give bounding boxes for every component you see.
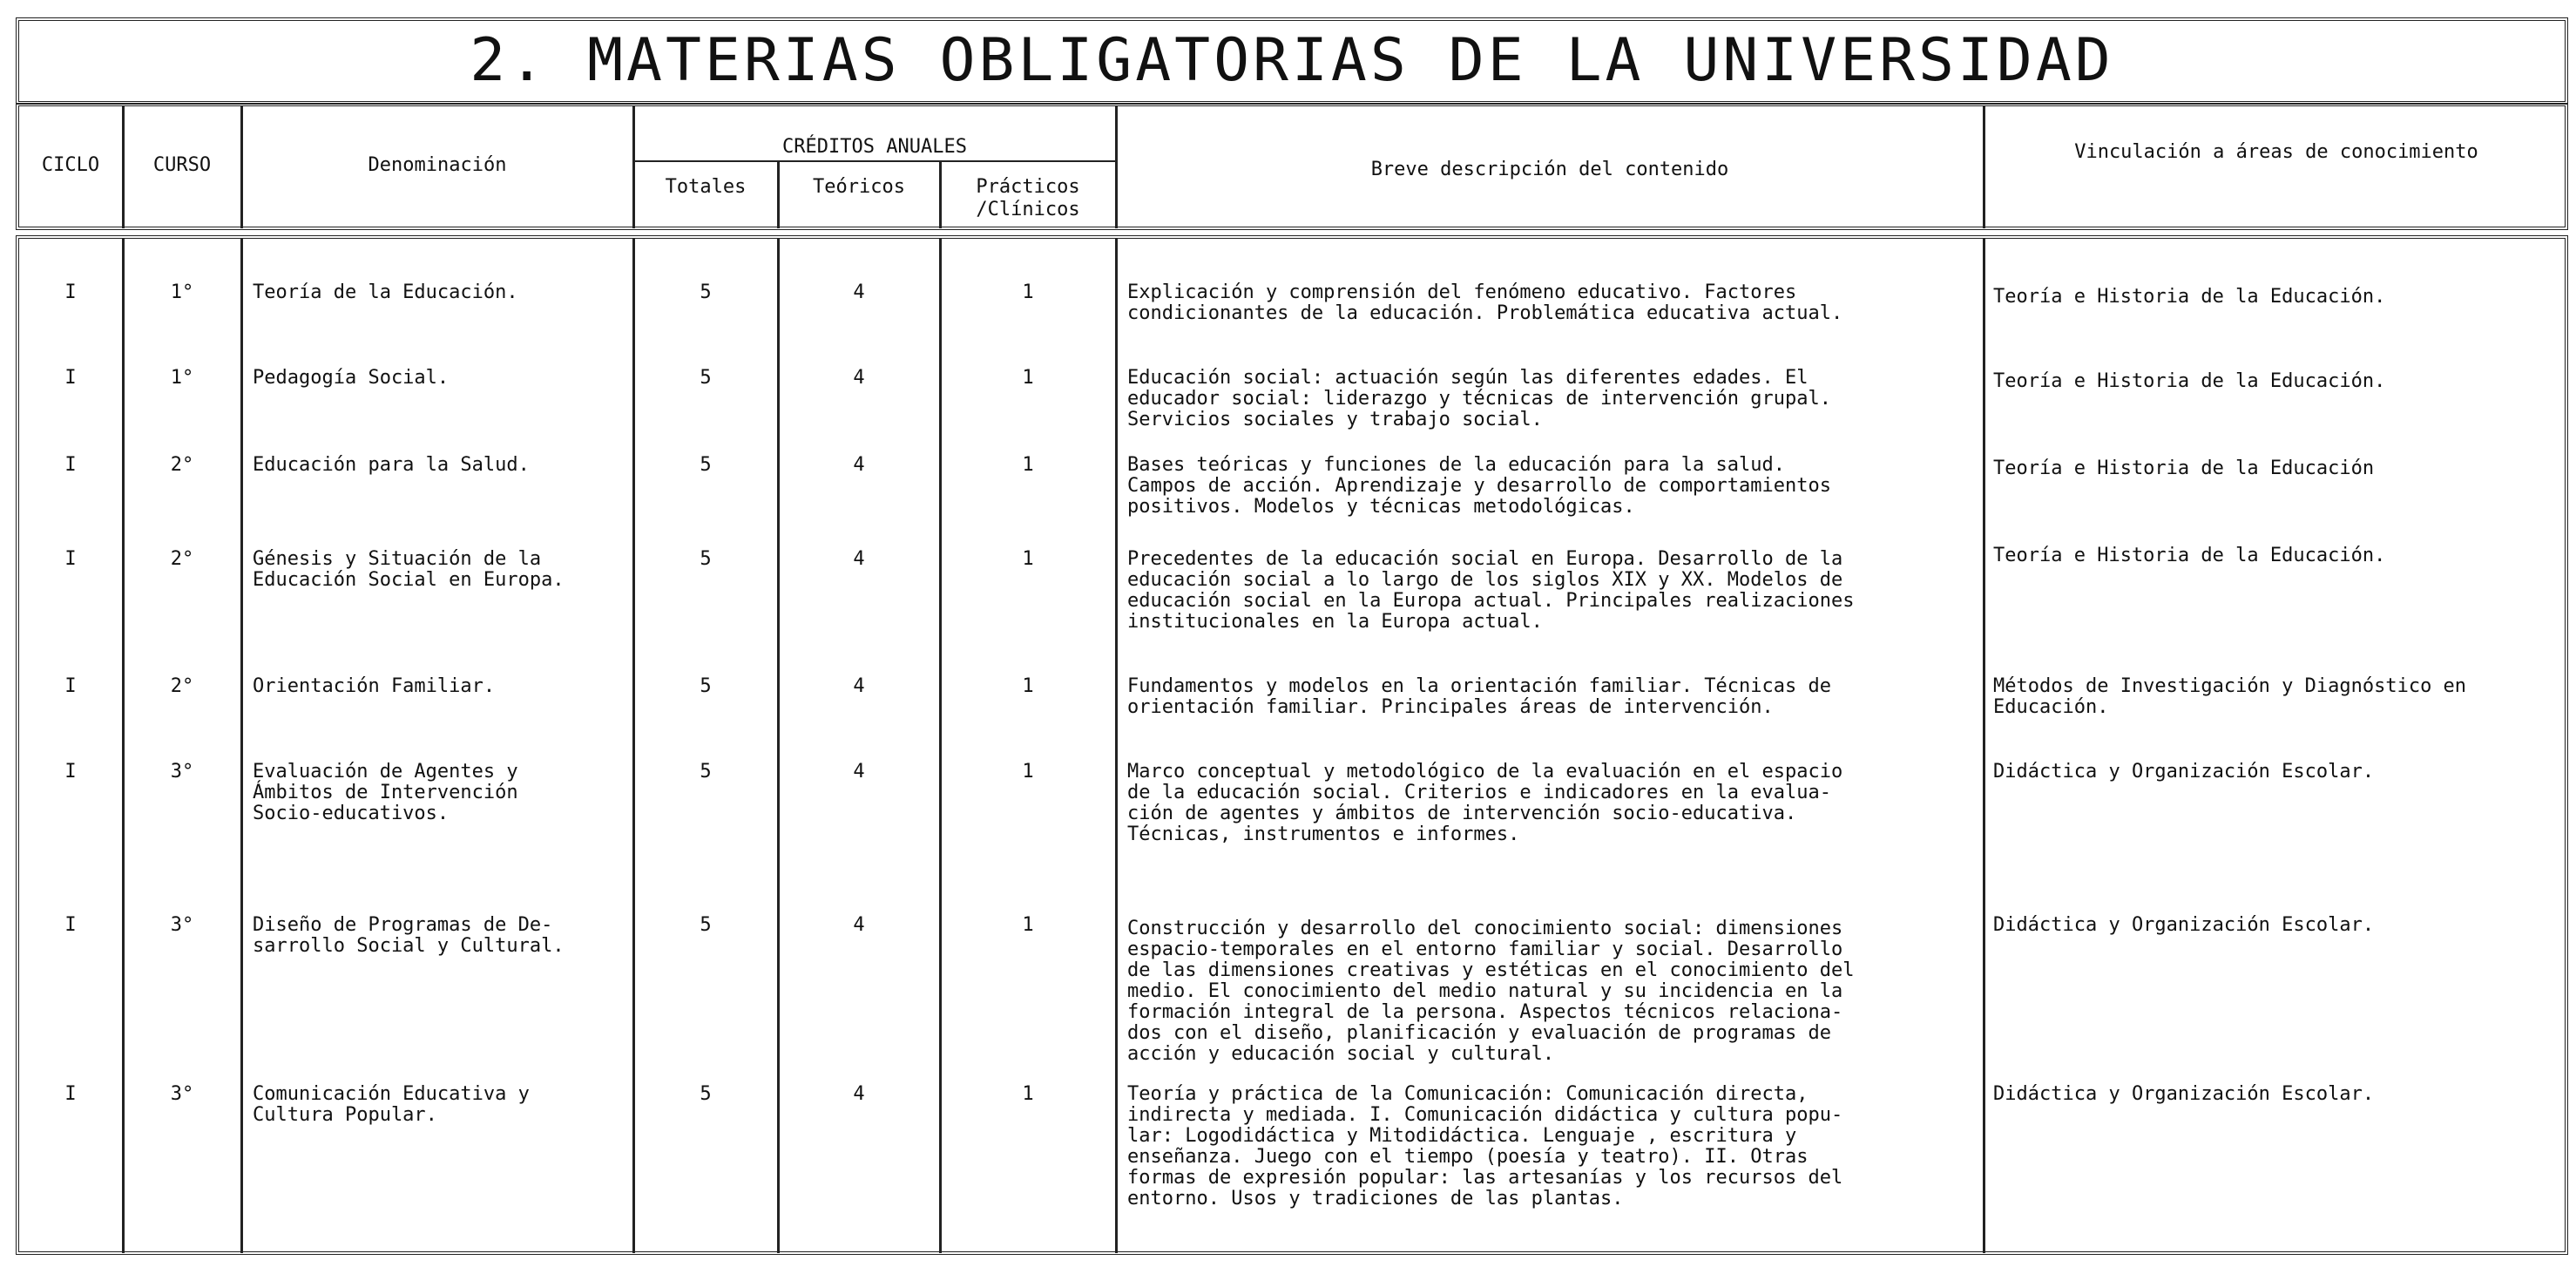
cell-totales: 5 <box>700 914 712 936</box>
cell-totales: 5 <box>700 761 712 783</box>
cell-curso: 2° <box>170 548 194 570</box>
cell-curso: 3° <box>170 1083 194 1105</box>
divider <box>1983 239 1985 1253</box>
cell-teoricos: 4 <box>853 454 865 476</box>
cell-practicos: 1 <box>1022 914 1034 936</box>
cell-practicos: 1 <box>1022 281 1034 303</box>
cell-vinculacion: Métodos de Investigación y Diagnóstico en Educación. <box>1993 675 2467 718</box>
cell-curso: 2° <box>170 675 194 697</box>
cell-descripcion: Educación social: actuación según las diferentes edades. El educador social: liderazgo y técnicas de intervención grupal. Servicios sociales y trabajo social. <box>1127 367 1831 430</box>
header-creditos: CRÉDITOS ANUALES <box>782 136 967 158</box>
cell-teoricos: 4 <box>853 281 865 303</box>
cell-practicos: 1 <box>1022 675 1034 697</box>
cell-denominacion: Teoría de la Educación. <box>253 281 518 303</box>
cell-descripcion: Marco conceptual y metodológico de la evaluación en el espacio de la educación social. Criterios e indicadores en la evalua- ción de agentes y ámbitos de intervención socio-educativa. Técnicas, instrumentos e informes. <box>1127 761 1843 845</box>
cell-vinculacion: Teoría e Historia de la Educación <box>1993 457 2375 479</box>
cell-denominacion: Comunicación Educativa y Cultura Popular. <box>253 1083 530 1126</box>
cell-teoricos: 4 <box>853 761 865 783</box>
cell-ciclo: I <box>64 548 77 570</box>
cell-practicos: 1 <box>1022 548 1034 570</box>
cell-descripcion: Teoría y práctica de la Comunicación: Comunicación directa, indirecta y mediada. I. Comunicación didáctica y cultura popu- lar: Logodidáctica y Mitodidáctica. Lenguaje , escritura y enseñanza. Juego con el tiempo (poesía y teatro). II. Otras formas de expresión popular: las artesanías y los recursos del entorno. Usos y tradiciones de las plantas. <box>1127 1083 1843 1210</box>
cell-teoricos: 4 <box>853 367 865 389</box>
cell-teoricos: 4 <box>853 675 865 697</box>
cell-teoricos: 4 <box>853 914 865 936</box>
cell-vinculacion: Didáctica y Organización Escolar. <box>1993 1083 2375 1105</box>
cell-vinculacion: Teoría e Historia de la Educación. <box>1993 370 2386 392</box>
cell-denominacion: Diseño de Programas de De- sarrollo Social y Cultural. <box>253 914 565 957</box>
cell-practicos: 1 <box>1022 454 1034 476</box>
header-totales: Totales <box>665 176 747 198</box>
cell-vinculacion: Teoría e Historia de la Educación. <box>1993 286 2386 308</box>
cell-descripcion: Bases teóricas y funciones de la educación para la salud. Campos de acción. Aprendizaje y desarrollo de comportamientos positivos. Modelos y técnicas metodológicas. <box>1127 454 1831 518</box>
cell-denominacion: Educación para la Salud. <box>253 454 530 476</box>
cell-teoricos: 4 <box>853 548 865 570</box>
cell-ciclo: I <box>64 367 77 389</box>
cell-practicos: 1 <box>1022 761 1034 783</box>
cell-curso: 1° <box>170 367 194 389</box>
cell-vinculacion: Didáctica y Organización Escolar. <box>1993 914 2375 936</box>
cell-curso: 1° <box>170 281 194 303</box>
cell-curso: 3° <box>170 914 194 936</box>
cell-vinculacion: Teoría e Historia de la Educación. <box>1993 545 2386 566</box>
cell-totales: 5 <box>700 367 712 389</box>
cell-ciclo: I <box>64 1083 77 1105</box>
cell-vinculacion: Didáctica y Organización Escolar. <box>1993 761 2375 783</box>
cell-denominacion: Orientación Familiar. <box>253 675 496 697</box>
title-box <box>16 17 2568 105</box>
cell-ciclo: I <box>64 761 77 783</box>
header-descripcion: Breve descripción del contenido <box>1370 159 1729 180</box>
cell-denominacion: Génesis y Situación de la Educación Social en Europa. <box>253 548 565 591</box>
divider <box>1115 239 1118 1253</box>
cell-ciclo: I <box>64 281 77 303</box>
divider <box>632 106 635 228</box>
cell-denominacion: Evaluación de Agentes y Ámbitos de Intervención Socio-educativos. <box>253 761 518 824</box>
cell-ciclo: I <box>64 914 77 936</box>
header-curso: CURSO <box>152 154 212 176</box>
cell-totales: 5 <box>700 1083 712 1105</box>
cell-ciclo: I <box>64 454 77 476</box>
cell-totales: 5 <box>700 548 712 570</box>
cell-descripcion: Fundamentos y modelos en la orientación familiar. Técnicas de orientación familiar. Principales áreas de intervención. <box>1127 675 1831 718</box>
table-body <box>16 235 2568 1255</box>
cell-denominacion: Pedagogía Social. <box>253 367 450 389</box>
cell-totales: 5 <box>700 675 712 697</box>
header-practicos: Prácticos /Clínicos <box>976 176 1080 220</box>
cell-practicos: 1 <box>1022 1083 1034 1105</box>
divider <box>1983 106 1985 228</box>
header-ciclo: CICLO <box>41 154 100 176</box>
cell-descripcion: Precedentes de la educación social en Europa. Desarrollo de la educación social a lo largo de los siglos XIX y XX. Modelos de educación social en la Europa actual. Principales realizaciones institucionales en la Europa actual. <box>1127 548 1855 633</box>
cell-ciclo: I <box>64 675 77 697</box>
table-header <box>16 103 2568 230</box>
cell-totales: 5 <box>700 281 712 303</box>
cell-descripcion: Explicación y comprensión del fenómeno educativo. Factores condicionantes de la educación. Problemática educativa actual. <box>1127 281 1843 324</box>
cell-descripcion: Construcción y desarrollo del conocimiento social: dimensiones espacio-temporales en el entorno familiar y social. Desarrollo de las dimensiones creativas y estéticas en el conocimiento del medio. El conocimiento del medio natural y su incidencia en la formación integral de la persona. Aspectos técnicos relaciona- dos con el diseño, planificación y evaluación de programas de acción y educación social y cultural. <box>1127 918 1855 1065</box>
header-teoricos: Teóricos <box>813 176 905 198</box>
page-title: 2. MATERIAS OBLIGATORIAS DE LA UNIVERSIDAD <box>470 26 2114 95</box>
divider <box>634 160 1115 162</box>
cell-curso: 2° <box>170 454 194 476</box>
cell-curso: 3° <box>170 761 194 783</box>
cell-teoricos: 4 <box>853 1083 865 1105</box>
header-vinculacion: Vinculación a áreas de conocimiento <box>2074 141 2478 163</box>
cell-totales: 5 <box>700 454 712 476</box>
header-denominacion: Denominación <box>368 154 507 176</box>
divider <box>240 239 243 1253</box>
cell-practicos: 1 <box>1022 367 1034 389</box>
